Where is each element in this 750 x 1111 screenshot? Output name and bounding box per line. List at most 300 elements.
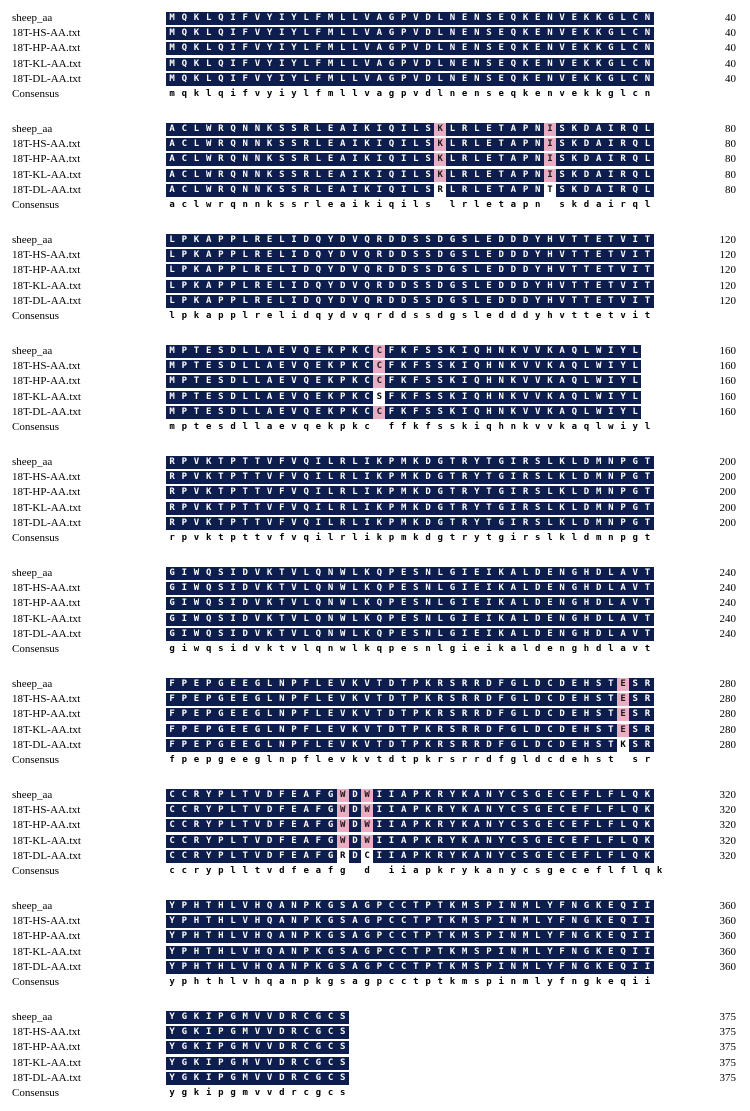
consensus-cell: w <box>340 644 346 654</box>
residue-cell: C <box>544 724 556 737</box>
residue-cell: N <box>422 567 434 580</box>
residue-cell: D <box>349 819 361 832</box>
residue-cell: R <box>166 517 178 530</box>
consensus-cell: k <box>522 422 529 432</box>
residue-cell: Y <box>264 42 276 55</box>
residue-cell: M <box>519 946 531 959</box>
consensus-cell: l <box>608 644 614 654</box>
residue-cell: L <box>434 582 446 595</box>
sequence-name: 18T-KL-AA.txt <box>12 834 81 847</box>
residue-cell: P <box>227 280 239 293</box>
residue-cell: G <box>629 456 641 469</box>
residue-cell: R <box>459 153 471 166</box>
residue-cell: G <box>361 930 373 943</box>
residue-cell: F <box>239 73 251 86</box>
residue-cell: M <box>519 930 531 943</box>
residue-cell: L <box>312 169 324 182</box>
residue-cell: G <box>312 1057 324 1070</box>
consensus-cell: v <box>413 89 419 99</box>
residue-cell: V <box>617 264 629 277</box>
consensus-sequence <box>166 532 654 545</box>
residue-cell: E <box>190 678 202 691</box>
residue-cell: P <box>385 471 397 484</box>
residue-cell: L <box>410 123 422 136</box>
position-number: 120 <box>719 294 736 307</box>
residue-cell: K <box>495 613 507 626</box>
residue-cell: I <box>544 153 556 166</box>
residue-cell: G <box>312 1026 324 1039</box>
residue-cell: G <box>446 613 458 626</box>
consensus-cell: w <box>608 422 614 432</box>
consensus-sequence <box>166 1087 349 1100</box>
residue-cell: V <box>556 234 568 247</box>
residue-cell: S <box>410 582 422 595</box>
residue-cell: R <box>166 471 178 484</box>
residue-cell: E <box>190 708 202 721</box>
residue-cell: V <box>239 946 251 959</box>
consensus-cell: p <box>425 977 431 987</box>
residue-cell: T <box>398 678 410 691</box>
residue-cell: E <box>398 582 410 595</box>
residue-cell: W <box>593 345 605 358</box>
residue-cell: D <box>337 234 349 247</box>
residue-cell: M <box>166 12 178 25</box>
sequence-name: 18T-KL-AA.txt <box>12 945 81 958</box>
residue-cell: L <box>203 42 215 55</box>
residue-cell: L <box>568 502 580 515</box>
sequence-row <box>0 567 750 580</box>
residue-cell: A <box>276 961 288 974</box>
consensus-cell: d <box>364 866 370 876</box>
residue-cell: L <box>300 12 312 25</box>
residue-cell: D <box>422 58 434 71</box>
residue-cell: T <box>190 360 202 373</box>
consensus-cell: k <box>595 977 602 987</box>
residue-cell: L <box>617 42 629 55</box>
residue-cell: G <box>312 1041 324 1054</box>
residue-cell: I <box>312 486 324 499</box>
residue-cell: C <box>556 819 568 832</box>
residue-cell: G <box>251 708 263 721</box>
residue-cell: N <box>556 613 568 626</box>
consensus-cell: k <box>266 200 273 210</box>
residue-cell: C <box>178 819 190 832</box>
residue-cell: C <box>544 678 556 691</box>
residue-cell: L <box>410 138 422 151</box>
consensus-cell: l <box>352 533 358 543</box>
residue-cell: S <box>410 613 422 626</box>
residue-cell: G <box>568 613 580 626</box>
consensus-cell: d <box>583 533 590 543</box>
consensus-cell: c <box>571 866 577 876</box>
consensus-cell: n <box>279 755 285 765</box>
residue-cell: R <box>459 471 471 484</box>
residue-cell: A <box>300 850 312 863</box>
residue-cell: L <box>264 739 276 752</box>
residue-cell: E <box>483 153 495 166</box>
residue-cell: I <box>398 184 410 197</box>
residue-cell: P <box>288 739 300 752</box>
residue-cell: P <box>337 406 349 419</box>
residue-cell: K <box>398 391 410 404</box>
residue-cell: P <box>178 915 190 928</box>
sequence-name: 18T-HS-AA.txt <box>12 582 81 595</box>
residue-cell: H <box>251 900 263 913</box>
residue-cell: A <box>300 819 312 832</box>
consensus-cell: l <box>437 89 443 99</box>
residue-cell: V <box>556 280 568 293</box>
residue-cell: V <box>629 582 641 595</box>
residue-cell: P <box>373 946 385 959</box>
residue-cell: E <box>568 27 580 40</box>
residue-cell: I <box>459 582 471 595</box>
sequence-row <box>0 264 750 277</box>
consensus-cell: t <box>437 977 443 987</box>
residue-cell: F <box>385 391 397 404</box>
consensus-cell: q <box>303 533 309 543</box>
residue-cell: P <box>617 502 629 515</box>
sequence-name: 18T-DL-AA.txt <box>12 405 81 418</box>
residue-cell: K <box>446 946 458 959</box>
residue-cell: Q <box>373 567 385 580</box>
consensus-cell: i <box>388 866 395 876</box>
consensus-cell: q <box>632 200 638 210</box>
sequence-row <box>0 597 750 610</box>
consensus-cell: m <box>461 977 468 987</box>
sequence-residues <box>166 456 654 469</box>
consensus-cell: f <box>291 866 297 876</box>
consensus-cell: q <box>364 311 370 321</box>
residue-cell: V <box>556 295 568 308</box>
residue-cell: I <box>641 946 653 959</box>
residue-cell: A <box>264 360 276 373</box>
residue-cell: R <box>373 234 385 247</box>
consensus-cell: n <box>559 644 565 654</box>
residue-cell: A <box>398 789 410 802</box>
consensus-cell: e <box>559 866 565 876</box>
consensus-cell: l <box>644 200 651 210</box>
sequence-row <box>0 1026 750 1039</box>
residue-cell: E <box>617 693 629 706</box>
residue-cell: R <box>459 708 471 721</box>
residue-cell: Q <box>471 345 483 358</box>
residue-cell: K <box>641 819 653 832</box>
residue-cell: N <box>288 946 300 959</box>
residue-cell: S <box>471 946 483 959</box>
residue-cell: G <box>446 582 458 595</box>
residue-cell: T <box>203 961 215 974</box>
consensus-cell: f <box>327 866 334 876</box>
residue-cell: Q <box>227 123 239 136</box>
residue-cell: R <box>373 280 385 293</box>
consensus-cell: v <box>291 644 297 654</box>
residue-cell: N <box>276 724 288 737</box>
residue-cell: K <box>568 138 580 151</box>
residue-cell: T <box>580 234 592 247</box>
residue-cell: Q <box>215 73 227 86</box>
residue-cell: T <box>641 456 653 469</box>
residue-cell: P <box>215 264 227 277</box>
residue-cell: I <box>629 280 641 293</box>
residue-cell: L <box>166 264 178 277</box>
residue-cell: E <box>593 264 605 277</box>
residue-cell: Y <box>446 789 458 802</box>
residue-cell: V <box>519 391 531 404</box>
residue-cell: C <box>507 850 519 863</box>
residue-cell: A <box>507 184 519 197</box>
residue-cell: G <box>178 1026 190 1039</box>
residue-cell: F <box>166 678 178 691</box>
consensus-cell: c <box>181 866 187 876</box>
residue-cell: S <box>215 597 227 610</box>
residue-cell: A <box>617 613 629 626</box>
residue-cell: Q <box>264 915 276 928</box>
consensus-cell: f <box>242 89 248 99</box>
residue-cell: I <box>507 456 519 469</box>
residue-cell: E <box>312 360 324 373</box>
residue-cell: R <box>251 249 263 262</box>
residue-cell: K <box>312 930 324 943</box>
residue-cell: K <box>459 835 471 848</box>
residue-cell: A <box>617 567 629 580</box>
residue-cell: G <box>434 456 446 469</box>
residue-cell: V <box>337 739 349 752</box>
sequence-name: sheep_aa <box>12 900 53 912</box>
residue-cell: D <box>337 264 349 277</box>
sequence-name: 18T-DL-AA.txt <box>12 183 81 196</box>
residue-cell: L <box>276 264 288 277</box>
residue-cell: P <box>410 693 422 706</box>
residue-cell: V <box>556 58 568 71</box>
residue-cell: I <box>203 1026 215 1039</box>
residue-cell: F <box>300 739 312 752</box>
residue-cell: N <box>641 12 653 25</box>
residue-cell: K <box>422 708 434 721</box>
residue-cell: L <box>471 249 483 262</box>
residue-cell: N <box>446 58 458 71</box>
residue-cell: D <box>239 597 251 610</box>
residue-cell: K <box>617 739 629 752</box>
residue-cell: N <box>544 73 556 86</box>
residue-cell: Y <box>166 1041 178 1054</box>
residue-cell: E <box>483 169 495 182</box>
residue-cell: K <box>580 42 592 55</box>
residue-cell: V <box>190 471 202 484</box>
residue-cell: P <box>178 280 190 293</box>
sequence-row <box>0 850 750 863</box>
residue-cell: P <box>483 915 495 928</box>
residue-cell: D <box>300 249 312 262</box>
residue-cell: L <box>471 234 483 247</box>
consensus-cell: y <box>547 977 553 987</box>
residue-cell: M <box>324 58 336 71</box>
consensus-cell: e <box>461 89 468 99</box>
residue-cell: A <box>507 613 519 626</box>
residue-cell: V <box>361 12 373 25</box>
residue-cell: E <box>532 27 544 40</box>
residue-cell: G <box>580 946 592 959</box>
residue-cell: E <box>288 789 300 802</box>
residue-cell: W <box>190 582 202 595</box>
residue-cell: P <box>178 391 190 404</box>
residue-cell: Q <box>312 295 324 308</box>
residue-cell: Y <box>166 930 178 943</box>
sequence-name: 18T-HS-AA.txt <box>12 693 81 706</box>
consensus-sequence <box>166 754 654 767</box>
residue-cell: I <box>629 915 641 928</box>
residue-cell: N <box>422 597 434 610</box>
residue-cell: E <box>568 804 580 817</box>
residue-cell: K <box>398 345 410 358</box>
residue-cell: K <box>349 375 361 388</box>
sequence-row <box>0 930 750 943</box>
consensus-cell: v <box>535 422 541 432</box>
residue-cell: L <box>324 502 336 515</box>
residue-cell: G <box>324 850 336 863</box>
residue-cell: K <box>264 613 276 626</box>
consensus-cell: l <box>279 311 285 321</box>
residue-cell: W <box>593 360 605 373</box>
residue-cell: R <box>519 456 531 469</box>
residue-cell: N <box>483 789 495 802</box>
residue-cell: V <box>532 360 544 373</box>
residue-cell: W <box>203 123 215 136</box>
residue-cell: K <box>349 739 361 752</box>
residue-cell: G <box>324 961 336 974</box>
consensus-cell: c <box>169 866 175 876</box>
residue-cell: T <box>239 471 251 484</box>
consensus-cell: t <box>571 311 577 321</box>
sequence-residues <box>166 724 654 737</box>
residue-cell: K <box>190 12 202 25</box>
residue-cell: F <box>166 693 178 706</box>
sequence-row <box>0 138 750 151</box>
residue-cell: N <box>251 169 263 182</box>
residue-cell: L <box>349 58 361 71</box>
alignment-block <box>0 12 750 112</box>
sequence-name: 18T-HS-AA.txt <box>12 804 81 817</box>
residue-cell: F <box>312 42 324 55</box>
residue-cell: Q <box>361 295 373 308</box>
residue-cell: R <box>434 789 446 802</box>
sequence-residues <box>166 264 654 277</box>
consensus-cell: a <box>413 866 419 876</box>
residue-cell: G <box>434 502 446 515</box>
residue-cell: A <box>471 819 483 832</box>
residue-cell: G <box>166 597 178 610</box>
position-number: 200 <box>719 486 736 499</box>
residue-cell: D <box>593 582 605 595</box>
residue-cell: Q <box>373 597 385 610</box>
residue-cell: T <box>373 708 385 721</box>
consensus-cell: l <box>632 866 638 876</box>
residue-cell: T <box>251 517 263 530</box>
residue-cell: G <box>227 1026 239 1039</box>
position-number: 80 <box>725 168 736 181</box>
residue-cell: I <box>459 375 471 388</box>
residue-cell: I <box>544 123 556 136</box>
consensus-cell: e <box>583 866 590 876</box>
sequence-residues <box>166 12 654 25</box>
residue-cell: D <box>385 678 397 691</box>
residue-cell: D <box>422 456 434 469</box>
residue-cell: V <box>519 360 531 373</box>
residue-cell: L <box>519 678 531 691</box>
residue-cell: E <box>312 406 324 419</box>
residue-cell: T <box>190 345 202 358</box>
sequence-residues <box>166 946 654 959</box>
consensus-cell: k <box>413 533 419 543</box>
residue-cell: T <box>410 915 422 928</box>
residue-cell: R <box>641 693 653 706</box>
consensus-cell: t <box>449 533 456 543</box>
consensus-cell: p <box>376 977 382 987</box>
consensus-cell: q <box>266 977 273 987</box>
consensus-cell: q <box>388 200 395 210</box>
residue-cell: D <box>239 613 251 626</box>
position-number: 80 <box>725 138 736 151</box>
residue-cell: L <box>166 249 178 262</box>
residue-cell: L <box>239 234 251 247</box>
residue-cell: S <box>459 264 471 277</box>
sequence-residues <box>166 1026 349 1039</box>
residue-cell: C <box>629 12 641 25</box>
residue-cell: A <box>337 138 349 151</box>
residue-cell: P <box>483 900 495 913</box>
residue-cell: T <box>641 517 653 530</box>
residue-cell: I <box>483 597 495 610</box>
residue-cell: P <box>519 153 531 166</box>
residue-cell: S <box>459 280 471 293</box>
consensus-cell: i <box>498 977 504 987</box>
residue-cell: V <box>239 961 251 974</box>
residue-cell: L <box>605 597 617 610</box>
residue-cell: V <box>617 295 629 308</box>
alignment-block <box>0 234 750 334</box>
residue-cell: L <box>641 123 653 136</box>
residue-cell: P <box>385 582 397 595</box>
consensus-cell: d <box>279 866 285 876</box>
residue-cell: L <box>349 567 361 580</box>
sequence-name: 18T-HP-AA.txt <box>12 264 81 277</box>
residue-cell: S <box>215 613 227 626</box>
consensus-cell: e <box>303 866 309 876</box>
consensus-cell: e <box>242 755 248 765</box>
residue-cell: E <box>264 295 276 308</box>
residue-cell: S <box>422 406 434 419</box>
residue-cell: K <box>519 12 531 25</box>
residue-cell: L <box>605 567 617 580</box>
sequence-residues <box>166 345 641 358</box>
residue-cell: M <box>593 502 605 515</box>
consensus-cell: e <box>279 422 285 432</box>
residue-cell: F <box>312 804 324 817</box>
residue-cell: Y <box>166 961 178 974</box>
sequence-name: 18T-HP-AA.txt <box>12 153 81 166</box>
residue-cell: G <box>215 693 227 706</box>
residue-cell: L <box>519 582 531 595</box>
consensus-cell: c <box>522 866 529 876</box>
residue-cell: E <box>605 915 617 928</box>
residue-cell: G <box>580 915 592 928</box>
residue-cell: Q <box>385 123 397 136</box>
consensus-cell: v <box>266 866 273 876</box>
residue-cell: K <box>580 12 592 25</box>
consensus-cell: e <box>608 977 614 987</box>
residue-cell: W <box>337 804 349 817</box>
residue-cell: N <box>446 12 458 25</box>
consensus-cell <box>373 865 385 878</box>
